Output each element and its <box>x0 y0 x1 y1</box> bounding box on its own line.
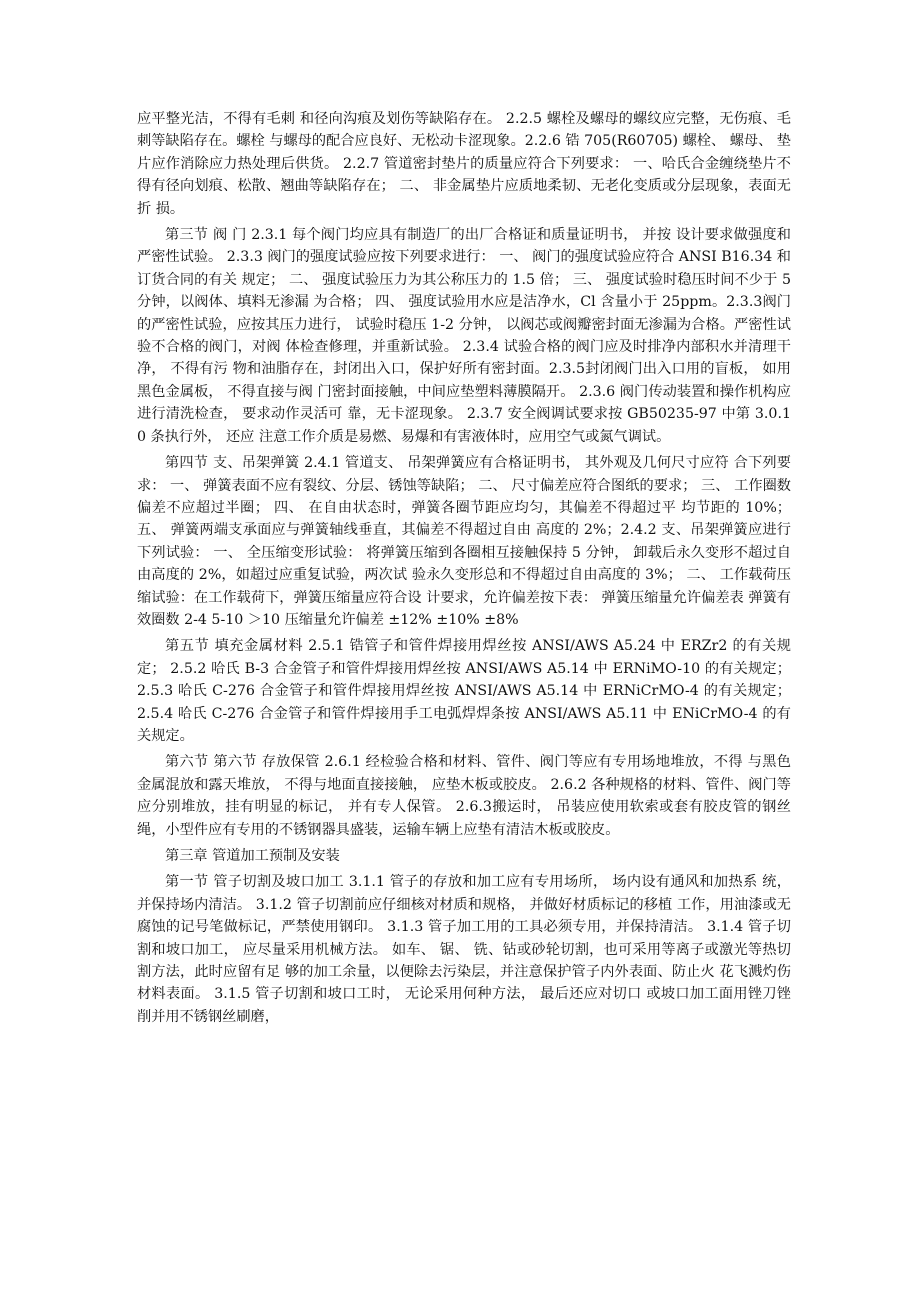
paragraph-section-6-storage: 第六节 第六节 存放保管 2.6.1 经检验合格和材料、管件、阀门等应有专用场地堆放，不得 与黑色金属混放和露天堆放， 不得与地面直接接触， 应垫木板或胶皮。 2.6.2 各种规格的材料、管件、阀门等应分别堆放，挂有明显的标记， 并有专人保管。 2.6.3搬运时， 吊装应使用软索或套有胶皮管的钢丝绳，小型件应有专用的不锈钢器具盛装，运输车辆上应垫有清洁木板或胶皮。 <box>137 754 791 838</box>
document-page <box>137 108 791 1032</box>
chapter-3-heading: 第三章 管道加工预制及安装 <box>165 848 340 864</box>
paragraph-gasket-bolt-requirements: 应平整光洁，不得有毛刺 和径向沟痕及划伤等缺陷存在。 2.2.5 螺栓及螺母的螺纹应完整，无伤痕、毛刺等缺陷存在。螺栓 与螺母的配合应良好、无松动卡涩现象。2.2.6 锆 705(R60705) 螺栓、 螺母、 垫片应作消除应力热处理后供货。 2.2.7 管道密封垫片的质量应符合下列要求： 一、哈氏合金缠绕垫片不得有径向划痕、松散、翘曲等缺陷存在； 二、 非金属垫片应质地柔韧、无老化变质或分层现象，表面无折 损。 <box>137 111 791 217</box>
paragraph-chapter-3-section-1-pipe-cutting: 第一节 管子切割及坡口加工 3.1.1 管子的存放和加工应有专用场所， 场内设有通风和加热系 统，并保持场内清洁。 3.1.2 管子切割前应仔细核对材质和规格， 并做好材质标记的移植 工作，用油漆或无腐蚀的记号笔做标记，严禁使用钢印。 3.1.3 管子加工用的工具必须专用，并保持清洁。 3.1.4 管子切割和坡口加工， 应尽量采用机械方法。 如车、 锯、 铣、钻或砂轮切割，也可采用等离子或激光等热切割方法，此时应留有足 够的加工余量，以便除去污染层，并注意保护管子内外表面、防止火 花飞溅灼伤材料表面。 3.1.5 管子切割和坡口工时， 无论采用何种方法， 最后还应对切口 或坡口加工面用锉刀锉削并用不锈钢丝刷磨， <box>137 874 791 1025</box>
paragraph-section-4-spring-supports: 第四节 支、吊架弹簧 2.4.1 管道支、 吊架弹簧应有合格证明书， 其外观及几何尺寸应符 合下列要求： 一、 弹簧表面不应有裂纹、分层、锈蚀等缺陷； 二、 尺寸偏差应符合图纸的要求； 三、 工作圈数偏差不应超过半圈； 四、 在自由状态时，弹簧各圈节距应均匀，其偏差不得超过平 均节距的 10%； 五、 弹簧两端支承面应与弹簧轴线垂直，其偏差不得超过自由 高度的 2%；2.4.2 支、吊架弹簧应进行下列试验： 一、 全压缩变形试验： 将弹簧压缩到各圈相互接触保持 5 分钟， 卸载后永久变形不超过自由高度的 2%，如超过应重复试验，两次试 验永久变形总和不得超过自由高度的 3%； 二、 工作载荷压缩试验：在工作载荷下，弹簧压缩量应符合设 计要求，允许偏差按下表： 弹簧压缩量允许偏差表 弹簧有效圈数 2-4 5-10 ＞10 压缩量允许偏差 ±12% ±10% ±8% <box>137 455 791 628</box>
paragraph-section-3-valves: 第三节 阀 门 2.3.1 每个阀门均应具有制造厂的出厂合格证和质量证明书， 并按 设计要求做强度和严密性试验。 2.3.3 阀门的强度试验应按下列要求进行： 一、 阀门的强度试验应符合 ANSI B16.34 和订货合同的有关 规定； 二、 强度试验压力为其公称压力的 1.5 倍； 三、 强度试验时稳压时间不少于 5 分钟，以阀体、填料无渗漏 为合格； 四、 强度试验用水应是洁净水，Cl 含量小于 25ppm。2.3.3阀门的严密性试验，应按其压力进行， 试验时稳压 1-2 分钟， 以阀芯或阀瓣密封面无渗漏为合格。严密性试验不合格的阀门，对阀 体检查修理，并重新试验。 2.3.4 试验合格的阀门应及时排净内部积水并清理干净， 不得有污 物和油脂存在，封闭出入口，保护好所有密封面。2.3.5封闭阀门出入口用的盲板， 如用黑色金属板， 不得直接与阀 门密封面接触，中间应垫塑料薄膜隔开。 2.3.6 阀门传动装置和操作机构应进行清洗检查， 要求动作灵活可 靠，无卡涩现象。 2.3.7 安全阀调试要求按 GB50235-97 中第 3.0.10 条执行外， 还应 注意工作介质是易燃、易爆和有害液体时，应用空气或氮气调试。 <box>137 227 791 445</box>
paragraph-section-5-filler-metals: 第五节 填充金属材料 2.5.1 锆管子和管件焊接用焊丝按 ANSI/AWS A5.24 中 ERZr2 的有关规定； 2.5.2 哈氏 B-3 合金管子和管件焊接用焊丝按 ANSI/AWS A5.14 中 ERNiMO-10 的有关规定； 2.5.3 哈氏 C-276 合金管子和管件焊接用焊丝按 ANSI/AWS A5.14 中 ERNiCrMO-4 的有关规定； 2.5.4 哈氏 C-276 合金管子和管件焊接用手工电弧焊焊条按 ANSI/AWS A5.11 中 ENiCrMO-4 的有关规定。 <box>137 638 791 744</box>
